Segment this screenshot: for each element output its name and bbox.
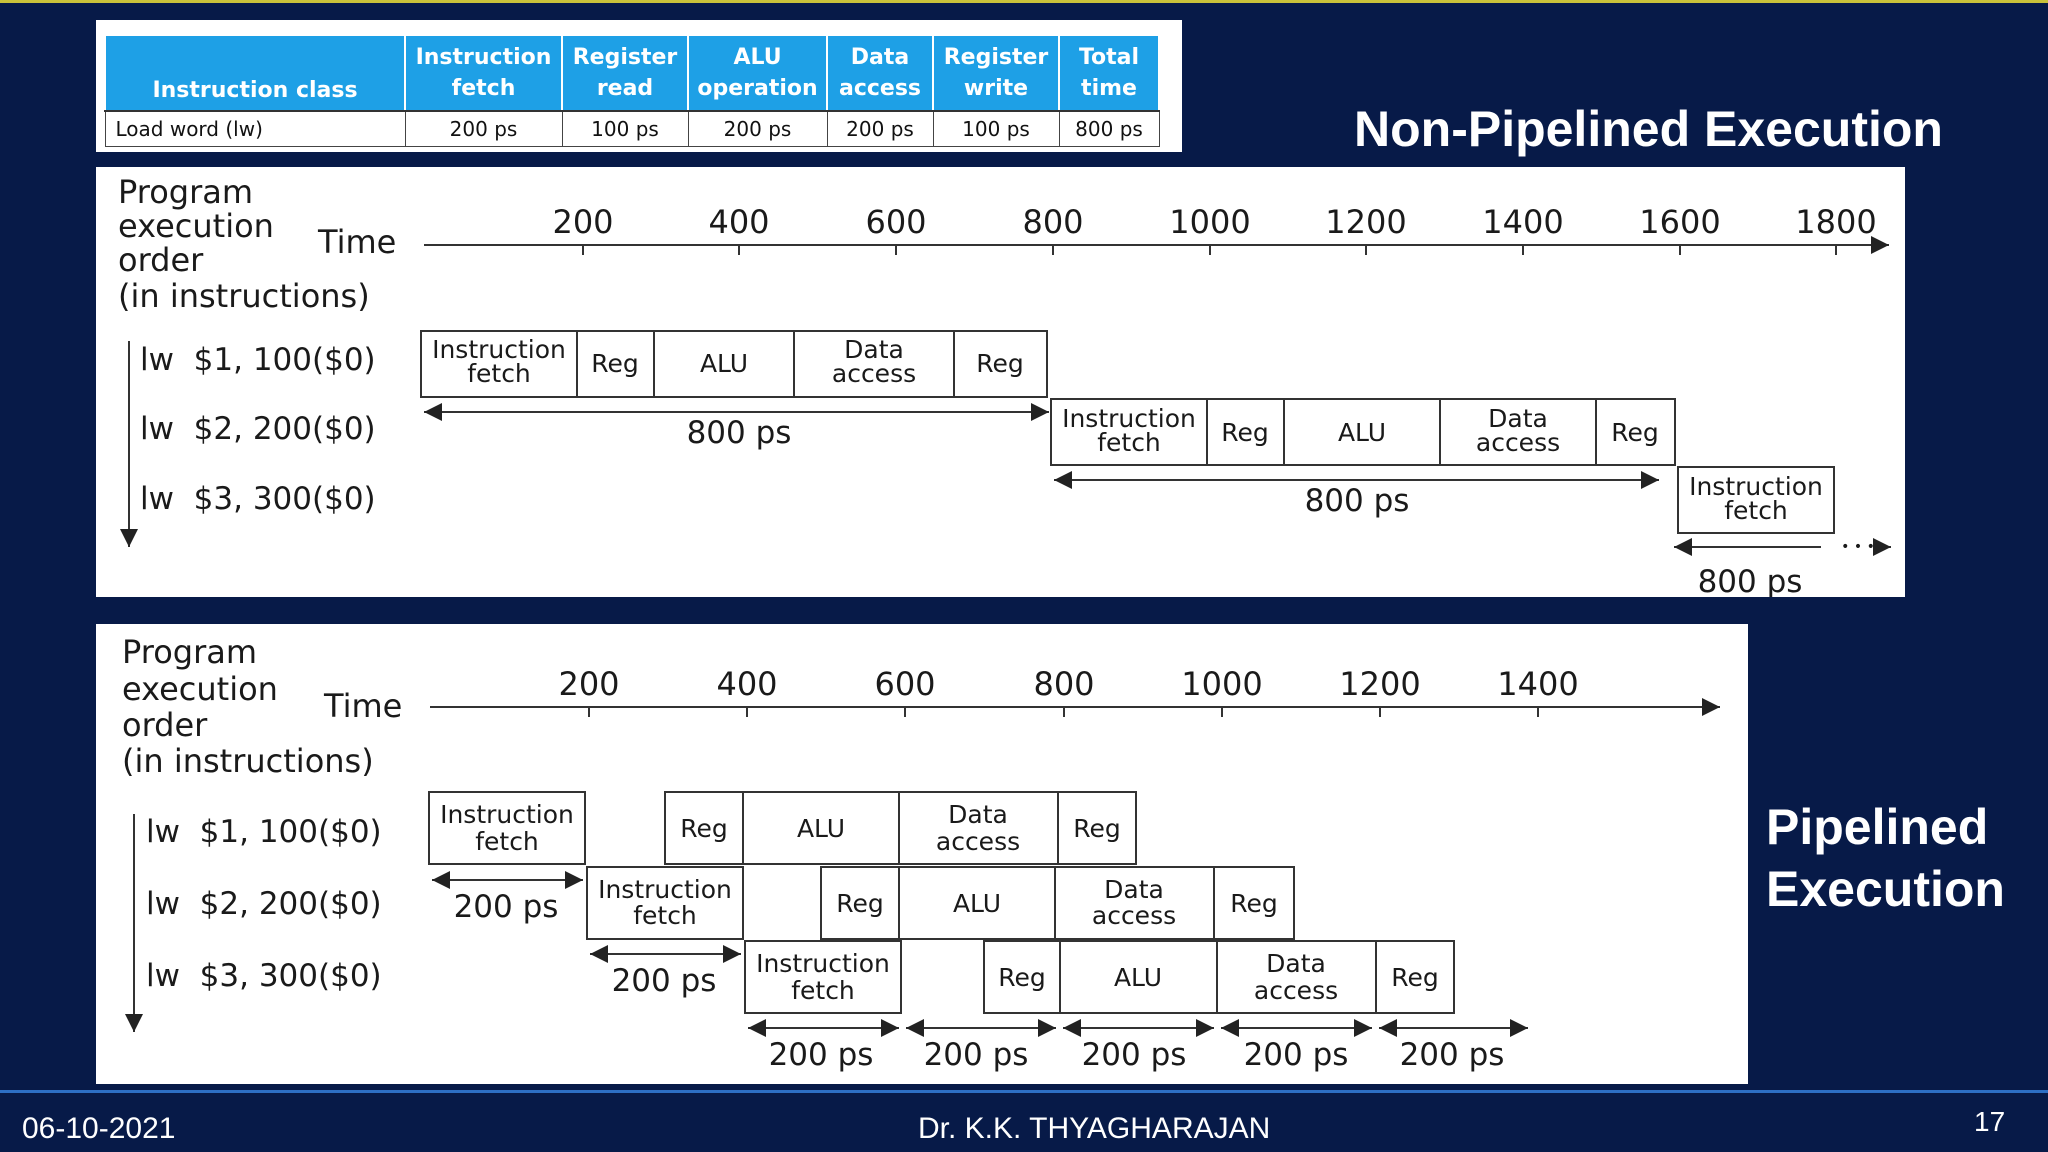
tick-label: 1200 — [1339, 665, 1421, 703]
instruction-label: lw $3, 300($0) — [146, 958, 382, 994]
tick-label: 200 — [552, 203, 614, 241]
stage-label: access — [831, 359, 917, 388]
stage-label: Data — [1488, 404, 1548, 433]
duration-label: 200 ps — [1081, 1037, 1187, 1073]
instruction-label: lw $1, 100($0) — [146, 814, 382, 850]
stage-label: Reg — [1391, 963, 1439, 992]
pipelined-title-line: Execution — [1766, 861, 2005, 917]
footer-author: Dr. K.K. THYAGHARAJAN — [918, 1112, 1271, 1145]
order-label-line: execution — [118, 207, 274, 245]
stage-label: ALU — [952, 889, 1002, 918]
stage-timing-table — [104, 34, 1160, 147]
header-alu-operation: ALU operation — [688, 35, 827, 111]
header-register-read: Register read — [562, 35, 688, 111]
pipelined-title — [1766, 796, 2005, 920]
stage-label: fetch — [1097, 428, 1161, 457]
stage-label: Reg — [998, 963, 1046, 992]
stage-label: Data — [844, 335, 904, 364]
stage-label: Data — [948, 800, 1008, 829]
stage-label: Instruction — [1062, 404, 1196, 433]
stage-label: Instruction — [432, 335, 566, 364]
duration-label: 200 ps — [453, 889, 559, 925]
stage-label: ALU — [699, 349, 749, 378]
duration-label: 200 ps — [1243, 1037, 1349, 1073]
stage-label: fetch — [633, 901, 697, 930]
cell-alu-operation: 200 ps — [688, 111, 827, 147]
order-label-line: (in instructions) — [118, 277, 370, 315]
stage-label: fetch — [467, 359, 531, 388]
pipelined-title-line: Pipelined — [1766, 799, 1989, 855]
stage-label: ALU — [796, 814, 846, 843]
stage-label: Reg — [1073, 814, 1121, 843]
stage-label: Instruction — [756, 949, 890, 978]
order-label-line: order — [118, 241, 204, 279]
time-label: Time — [324, 687, 403, 725]
stage-label: Data — [1104, 875, 1164, 904]
duration-label: 200 ps — [1399, 1037, 1505, 1073]
top-accent-line — [0, 0, 2048, 3]
header-data-access: Data access — [827, 35, 933, 111]
non-pipelined-title: Non-Pipelined Execution — [1354, 101, 1943, 157]
tick-label: 600 — [874, 665, 936, 703]
stage-label: fetch — [475, 827, 539, 856]
table-row — [105, 111, 1159, 147]
stage-label: fetch — [791, 976, 855, 1005]
stage-label: ALU — [1337, 418, 1387, 447]
order-label-line: Program — [118, 173, 254, 211]
header-instruction-class: Instruction class — [105, 35, 405, 111]
stage-label: Instruction — [1689, 472, 1823, 501]
header-instruction-fetch: Instruction fetch — [405, 35, 562, 111]
cell-data-access: 200 ps — [827, 111, 933, 147]
duration-label: 800 ps — [686, 415, 792, 451]
cell-instruction-class: Load word (lw) — [105, 111, 405, 147]
cell-total-time: 800 ps — [1059, 111, 1159, 147]
tick-label: 400 — [716, 665, 778, 703]
continuation-ellipsis: • • • — [1841, 539, 1875, 555]
instruction-label: lw $3, 300($0) — [140, 481, 376, 517]
stage-label: ALU — [1113, 963, 1163, 992]
tick-label: 1600 — [1639, 203, 1721, 241]
header-total-time: Total time — [1059, 35, 1159, 111]
stage-label: Reg — [1221, 418, 1269, 447]
stage-label: Reg — [680, 814, 728, 843]
table-header-row — [105, 35, 1159, 111]
duration-label: 800 ps — [1697, 564, 1803, 597]
tick-label: 800 — [1022, 203, 1084, 241]
duration-label: 200 ps — [768, 1037, 874, 1073]
footer-divider — [0, 1090, 2048, 1093]
cell-register-read: 100 ps — [562, 111, 688, 147]
order-label-line: order — [122, 706, 208, 744]
stage-label: fetch — [1724, 496, 1788, 525]
footer-date: 06-10-2021 — [22, 1112, 176, 1145]
instruction-label: lw $2, 200($0) — [140, 411, 376, 447]
tick-label: 1000 — [1169, 203, 1251, 241]
duration-label: 800 ps — [1304, 483, 1410, 519]
duration-label: 200 ps — [923, 1037, 1029, 1073]
stage-timing-table-panel — [96, 20, 1182, 152]
stage-label: Reg — [591, 349, 639, 378]
stage-label: access — [1091, 901, 1177, 930]
time-label: Time — [318, 223, 397, 261]
tick-label: 800 — [1033, 665, 1095, 703]
page-number: 17 — [1974, 1106, 2006, 1137]
tick-label: 400 — [708, 203, 770, 241]
tick-label: 600 — [865, 203, 927, 241]
instruction-label: lw $2, 200($0) — [146, 886, 382, 922]
stage-label: access — [1475, 428, 1561, 457]
cell-register-write: 100 ps — [933, 111, 1059, 147]
tick-label: 1200 — [1325, 203, 1407, 241]
stage-label: Data — [1266, 949, 1326, 978]
order-label-line: (in instructions) — [122, 742, 374, 780]
pipelined-diagram — [96, 624, 1748, 1084]
order-label-line: execution — [122, 670, 278, 708]
duration-label: 200 ps — [611, 963, 717, 999]
tick-label: 200 — [558, 665, 620, 703]
cell-instruction-fetch: 200 ps — [405, 111, 562, 147]
stage-label: Reg — [976, 349, 1024, 378]
stage-label: Instruction — [598, 875, 732, 904]
stage-label: Instruction — [440, 800, 574, 829]
order-label-line: Program — [122, 633, 258, 671]
tick-label: 1000 — [1181, 665, 1263, 703]
header-register-write: Register write — [933, 35, 1059, 111]
tick-label: 1400 — [1482, 203, 1564, 241]
stage-label: access — [1253, 976, 1339, 1005]
stage-label: Reg — [1230, 889, 1278, 918]
tick-label: 1400 — [1497, 665, 1579, 703]
stage-label: access — [935, 827, 1021, 856]
non-pipelined-diagram — [96, 167, 1905, 597]
stage-label: Reg — [1611, 418, 1659, 447]
instruction-label: lw $1, 100($0) — [140, 342, 376, 378]
stage-label: Reg — [836, 889, 884, 918]
tick-label: 1800 — [1795, 203, 1877, 241]
